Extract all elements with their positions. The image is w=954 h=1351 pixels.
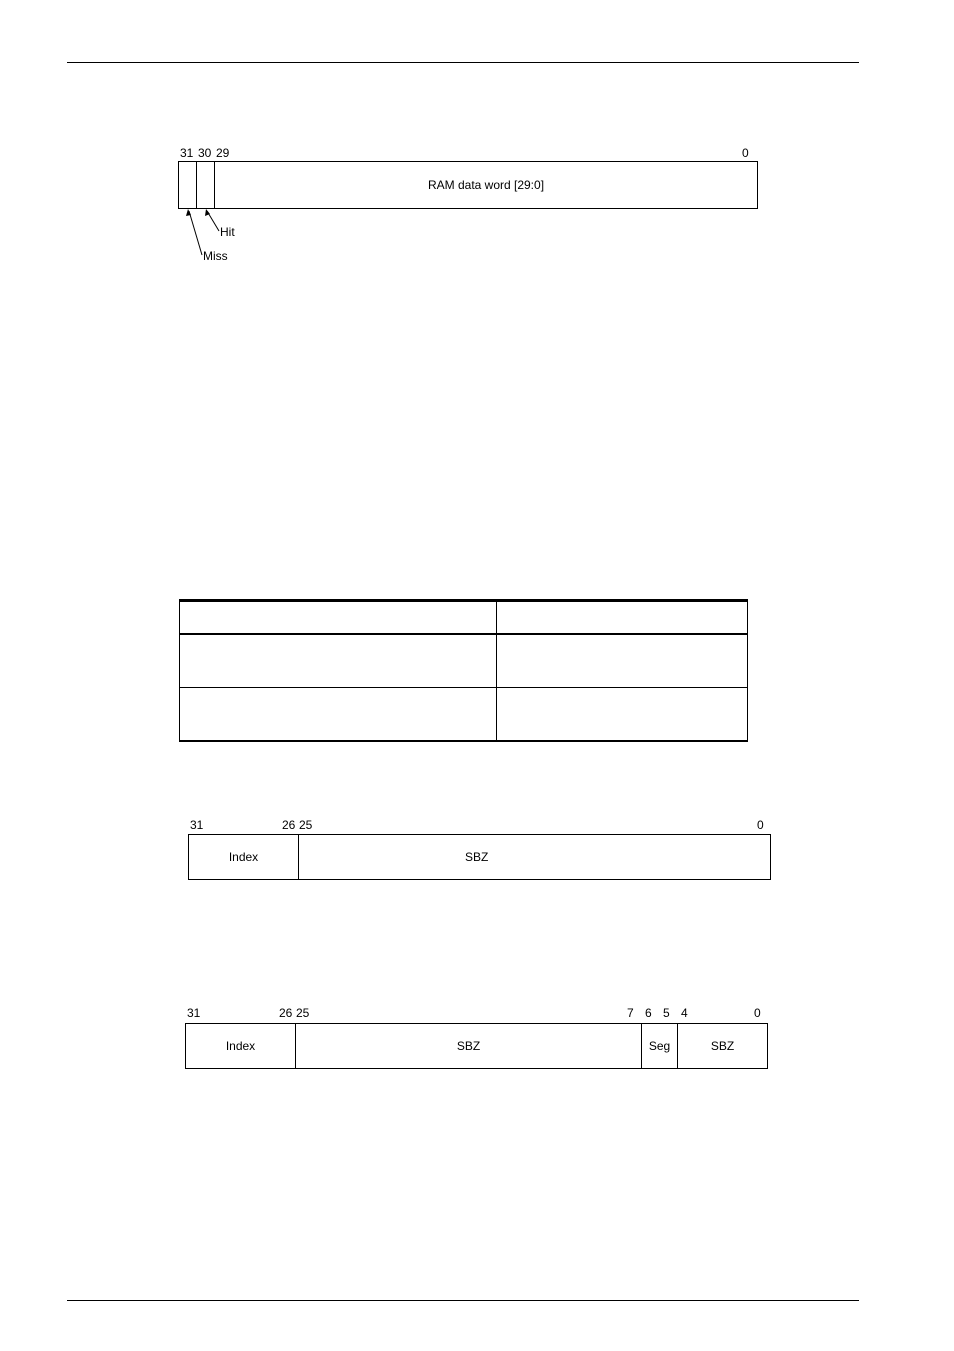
index-field-label: Index <box>228 850 259 864</box>
bit-label-31: 31 <box>187 1006 201 1020</box>
table-cell <box>180 688 497 742</box>
ram-register-box <box>178 161 758 209</box>
miss-pointer-line <box>189 211 202 255</box>
index-field <box>186 1024 296 1068</box>
sbz-low-field <box>678 1024 767 1068</box>
ram-data-word-cell <box>215 162 757 208</box>
miss-bit-cell <box>179 162 197 208</box>
table-header-cell <box>180 601 497 635</box>
table-header-row <box>180 601 748 635</box>
bit-label-0: 0 <box>757 818 764 832</box>
bit-label-25: 25 <box>296 1006 310 1020</box>
seg-field <box>642 1024 678 1068</box>
bit-label-7: 7 <box>627 1006 634 1020</box>
index-field <box>189 835 299 879</box>
table-cell <box>180 634 497 688</box>
index-register-box <box>188 834 771 880</box>
sbz-low-field-label: SBZ <box>710 1039 735 1053</box>
hit-bit-cell <box>197 162 215 208</box>
bit-label-29: 29 <box>216 146 230 160</box>
bit-label-26: 26 <box>282 818 296 832</box>
bit-label-5: 5 <box>663 1006 670 1020</box>
bit-label-25: 25 <box>299 818 313 832</box>
table-cell <box>497 688 748 742</box>
seg-field-label: Seg <box>648 1039 671 1053</box>
table-row <box>180 688 748 742</box>
bit-label-6: 6 <box>645 1006 652 1020</box>
index-field-label: Index <box>225 1039 256 1053</box>
table-header-cell <box>497 601 748 635</box>
bit-label-4: 4 <box>681 1006 688 1020</box>
bit-label-30: 30 <box>198 146 212 160</box>
segment-register-box <box>185 1023 768 1069</box>
miss-arrowhead <box>186 209 191 216</box>
bit-label-26: 26 <box>279 1006 293 1020</box>
ram-data-word-label: RAM data word [29:0] <box>427 178 545 192</box>
bit-label-31: 31 <box>190 818 204 832</box>
table-row <box>180 634 748 688</box>
sbz-field-label: SBZ <box>456 1039 481 1053</box>
sbz-field <box>299 835 770 879</box>
header-rule <box>67 62 859 63</box>
bit-label-0: 0 <box>742 146 749 160</box>
sbz-field <box>296 1024 642 1068</box>
footer-rule <box>67 1300 859 1301</box>
empty-table <box>179 599 748 742</box>
bit-label-0: 0 <box>754 1006 761 1020</box>
bit-label-31: 31 <box>180 146 194 160</box>
miss-label: Miss <box>203 249 228 263</box>
table-cell <box>497 634 748 688</box>
hit-label: Hit <box>220 225 235 239</box>
sbz-field-label: SBZ <box>465 850 489 864</box>
